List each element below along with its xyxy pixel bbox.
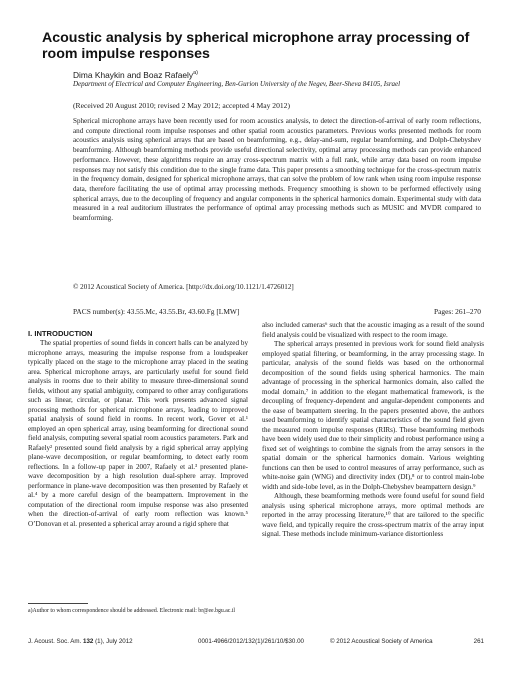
issn-line: 0001-4966/2012/132(1)/261/10/$30.00 [198, 638, 304, 645]
authors: Dima Khaykin and Boaz Rafaely [73, 69, 194, 80]
paragraph: The spatial properties of sound fields in concert halls can be analyzed by microphone arrays, measuring the impulse response from a loudspeaker typically placed on the stage to the microphone array placed in the seating area. Spherical microphone arrays, are particularly useful for sound field analysis in rooms due to their ability to measure three-dimensional sound fields, without any spatial ambiguity, compared to other array configurations such as linear, circular, or planar. This work presents advanced signal processing methods for spherical microphone arrays, leading to improved spatial analysis of sound field in rooms. In recent work, Gover et al.¹ employed an open spherical array, using beamforming for directional sound field analysis, computing several spatial room acoustics parameters. Park and Rafaely² presented sound field analysis by a rigid spherical array applying plane-wave decomposition, or regular beamforming, to detect early room reflections. In a follow-up paper in 2007, Rafaely et al.³ presented plane-wave decomposition by a high resolution dual-sphere array. Improved performance in plane-wave decomposition was then presented by Rafaely et al.⁴ by a more careful design of the beampattern. Improvement in the computation of the directional room impulse response was also presented when the direction-of-arrival of early room reflection was known.⁵ O’Donovan et al. presented a spherical array around a rigid sphere that [28, 339, 248, 528]
affiliation: Department of Electrical and Computer Engineering, Ben-Gurion University of the Negev, Beer-Sheva 84105, Israel [73, 80, 401, 88]
paragraph: The spherical arrays presented in previous work for sound field analysis employed spatial filtering, or beamforming, in the array processing stage. In particular, analysis of the sound fields was based on the orthonormal decomposition of the sound fields using spherical harmonics. The main advantage of processing in the spherical harmonics domain, also called the modal domain,⁷ in addition to the elegant mathematical framework, is the decoupling of frequency-dependent and angular-dependent components and the ease of beampattern steering. In the papers presented above, the authors used beamforming to identify spatial characteristics of the sound field given the measured room impulse responses (RIRs). These beamforming methods have been widely used due to their simplicity and robust performance using a fixed set of weightings to combine the signals from the array sensors in the spatial domain or the spherical harmonics domain. Various weighting functions can then be used to control measures of array performance, such as white-noise gain (WNG) and directivity index (DI),⁸ or to control main-lobe width and side-lobe level, as in the Dolph-Chebyshev beampattern design.⁹ [262, 340, 484, 491]
page-range: Pages: 261–270 [433, 307, 481, 316]
corresponding-author-mark: a) [193, 70, 198, 76]
journal-name: J. Acoust. Soc. Am. [28, 638, 82, 645]
footnote: a)Author to whom correspondence should be addressed. Electronic mail: br@ee.bgu.ac.il [28, 608, 236, 614]
right-column [262, 321, 484, 540]
page-number: 261 [473, 638, 484, 645]
author-line [73, 68, 473, 81]
received-dates: (Received 20 August 2010; revised 2 May 2012; accepted 4 May 2012) [73, 101, 291, 110]
pacs-row [73, 307, 481, 317]
footer-copyright: © 2012 Acoustical Society of America [330, 638, 433, 645]
paragraph: Although, these beamforming methods were found useful for sound field analysis using spherical microphone arrays, more optimal methods are reported in the array processing literature,¹⁰ that are tailored to the specific wave field, and typically require the cross-spectrum matrix of the array input signal. These methods include minimum-variance distortionless [262, 492, 484, 538]
journal-citation [28, 637, 133, 646]
section-heading: I. INTRODUCTION [28, 329, 93, 338]
left-column [28, 339, 248, 529]
abstract-copyright: © 2012 Acoustical Society of America. [http://dx.doi.org/10.1121/1.4726012] [73, 283, 294, 291]
paragraph: also included cameras⁶ such that the acoustic imaging as a result of the sound field analysis could be visualized with respect to the room image. [262, 321, 484, 339]
journal-volume: 132 [83, 638, 94, 645]
paper-title: Acoustic analysis by spherical microphone array processing of room impulse responses [42, 30, 470, 62]
pacs-numbers: PACS number(s): 43.55.Mc, 43.55.Br, 43.60.Fg [LMW] [73, 307, 240, 316]
abstract: Spherical microphone arrays have been recently used for room acoustics analysis, to detect the direction-of-arrival of early room reflections, and compute directional room impulse responses and other spatial room acoustics parameters. Previous works presented methods for room acoustics analysis using spherical arrays that are based on beamforming, e.g., delay-and-sum, regular beamforming, and Dolph-Chebyshev beamforming. Although beamforming methods provide useful directional selectivity, optimal array processing methods can provide enhanced performance. However, these algorithms require an array cross-spectrum matrix with a full rank, while array data based on room impulse responses may not satisfy this condition due to the single frame data. This paper presents a smoothing technique for the cross-spectrum matrix in the frequency domain, designed for spherical microphone arrays, that can solve the problem of low rank when using room impulse response data, therefore facilitating the use of optimal array processing methods. Frequency smoothing is shown to be performed effectively using spherical arrays, due to the decoupling of frequency and angular components in the spherical harmonics domain. Experimental study with data measured in a real auditorium illustrates the performance of optimal array processing methods such as MUSIC and MVDR compared to beamforming. [73, 117, 481, 223]
footnote-rule [28, 603, 88, 604]
journal-issue: (1), July 2012 [95, 638, 133, 645]
